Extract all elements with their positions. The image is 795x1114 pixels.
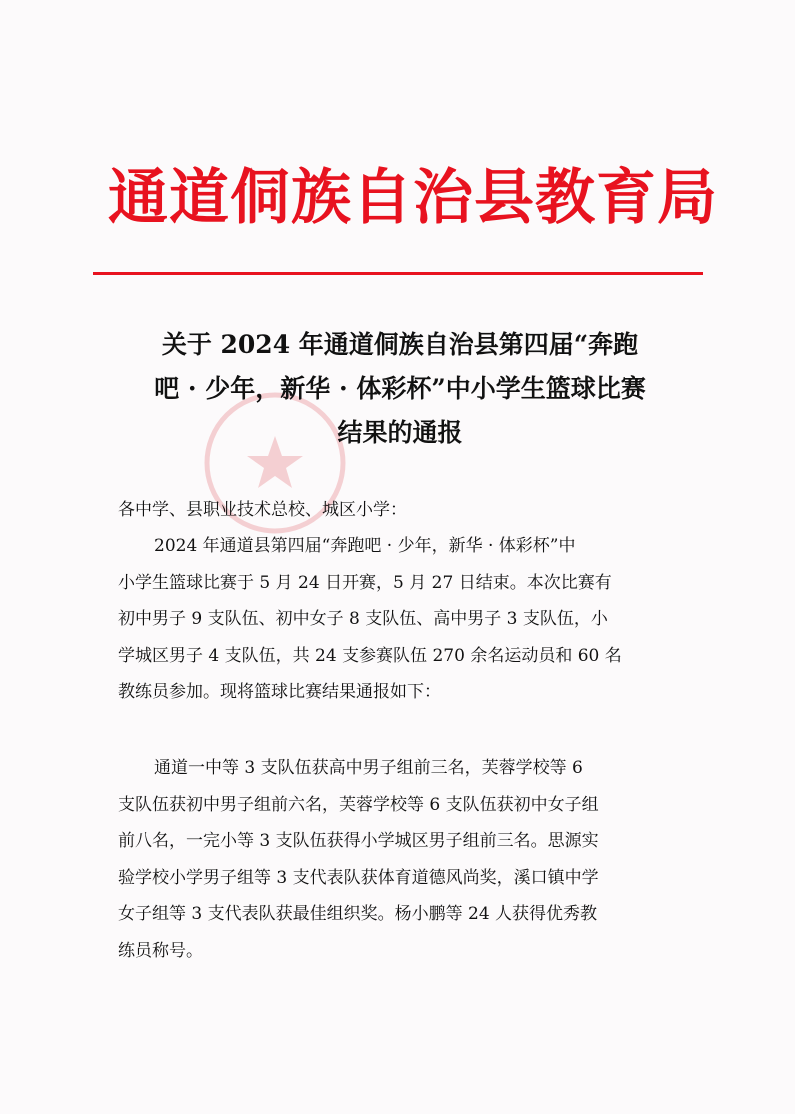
title-line: 结果的通报 (337, 418, 463, 447)
paragraph-line: 支队伍获初中男子组前六名，芙蓉学校等 6 支队伍获初中女子组 (118, 794, 599, 815)
paragraph-line: 女子组等 3 支代表队获最佳组织奖。杨小鹏等 24 人获得优秀教 (118, 904, 598, 924)
paragraph-line: 练员称号。 (118, 940, 203, 961)
paragraph-line: 2024 年通道县第四届“奔跑吧 · 少年，新华 · 体彩杯”中 (154, 536, 576, 556)
paragraph-line: 教练员参加。现将篮球比赛结果通报如下： (118, 682, 441, 702)
letterhead-org-name: 通道侗族自治县教育局 (108, 163, 718, 233)
paragraph-line: 小学生篮球比赛于 5 月 24 日开赛，5 月 27 日结束。本次比赛有 (118, 572, 612, 593)
letterhead-red-rule (93, 272, 703, 275)
document-title (100, 323, 700, 455)
paragraph-line: 通道一中等 3 支队伍获高中男子组前三名，芙蓉学校等 6 (154, 758, 583, 778)
paragraph-line: 学城区男子 4 支队伍，共 24 支参赛队伍 270 余名运动员和 60 名 (118, 645, 622, 666)
paragraph-line: 初中男子 9 支队伍、初中女子 8 支队伍、高中男子 3 支队伍，小 (118, 609, 608, 629)
paragraph-line: 前八名，一完小等 3 支队伍获得小学城区男子组前三名。思源实 (118, 831, 599, 851)
body-paragraph-1 (118, 528, 718, 711)
title-line: 关于 2024 年通道侗族自治县第四届“奔跑 (161, 330, 639, 359)
salutation: 各中学、县职业技术总校、城区小学： (118, 500, 407, 520)
body-paragraph-2 (118, 750, 718, 969)
title-line: 吧 · 少年，新华 · 体彩杯”中小学生篮球比赛 (154, 374, 646, 403)
paragraph-line: 验学校小学男子组等 3 支代表队获体育道德风尚奖，溪口镇中学 (118, 867, 599, 888)
